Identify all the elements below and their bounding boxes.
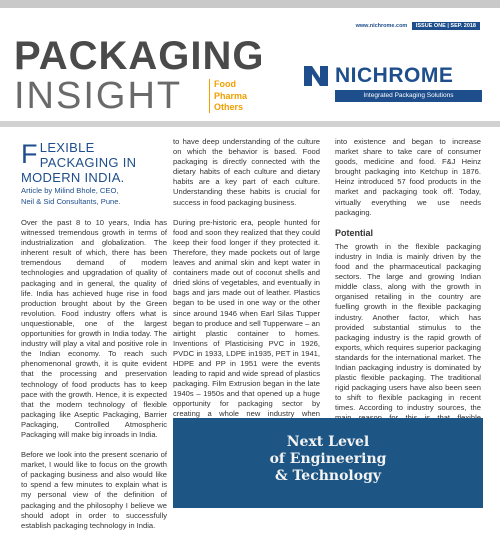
sector-others: Others bbox=[214, 102, 244, 112]
nichrome-logo-mark-icon bbox=[302, 62, 330, 88]
title-line3: MODERN INDIA. bbox=[21, 170, 125, 185]
article-byline bbox=[21, 186, 171, 207]
logo-wordmark: NICHROME bbox=[335, 64, 454, 87]
article-column-1 bbox=[21, 218, 167, 541]
title-drop-cap: F bbox=[21, 139, 38, 169]
col3-paragraph: into existence and began to increase market share to take care of consumer goods, medicine and food. F&J Heinz brought packaging into Ketchup in 1876. Heinz introduced 57 food products in the market and packaging took off. Today, virtually everything we use needs packaging. bbox=[335, 137, 481, 217]
promo-line1: Next Level bbox=[286, 434, 370, 450]
promo-line3: & Technology bbox=[274, 468, 382, 484]
promo-line2: of Engineering bbox=[269, 451, 387, 467]
col3-paragraph: The growth in the flexible packaging industry in India is mainly driven by the food and the pharmaceutical packaging sectors. The large and growing Indian middle class, along with the growth in organised retailing in the country are fuelling growth in the flexible packaging industry. Another factor, which has provided substantial stimulus to the packaging industry is the rapid growth of exports, which requires superior packaging standards for the international market. The Indian packaging industry is dominated by plastic flexible packaging. The traditional rigid packaging users have also been seen to shift to flexible packaging in recent times. According to industry sources, the bbox=[335, 241, 481, 413]
article-column-3 bbox=[335, 137, 481, 464]
title-line2: PACKAGING IN bbox=[39, 155, 137, 170]
promo-banner bbox=[173, 418, 483, 508]
author-line2: Neil & Sid Consultants, Pune. bbox=[21, 196, 121, 206]
col1-paragraph: Before we look into the present scenario of market, I would like to focus on the growth of packaging business and also would like to spend a few minutes to explain what is my personal view of the definition of packaging and the philosophy I believe we should adopt in order to successfully establish packaging technology in India. bbox=[21, 450, 167, 530]
col1-paragraph: Over the past 8 to 10 years, India has witnessed tremendous growth in terms of industrialization and globalization. The inherent result of which, there has been tremendous demand of modern technologies and upgradation of quality of packaging and in general, the quality of life. India has achieved huge rise in food production brought about by the Green revolution. Food industry offers what is unquestionable, one of the largest opportunities for growth in India today. The industry will play a vital and positive role in the Indian economy. To reach such phenomenonal growth, it is quite evident that the processing and preservation technology of food products has to keep pace with the growth. Hence, it is expected that the modern technology of flexible packaging like Aseptic Packaging, Barrier Packaging, Controlled Atmospheric Packaging will make big inroads in India. bbox=[21, 218, 167, 439]
article-column-2 bbox=[173, 137, 320, 460]
top-bar bbox=[0, 0, 500, 8]
website-link[interactable]: www.nichrome.com bbox=[355, 23, 408, 29]
nichrome-logo bbox=[302, 60, 482, 102]
issue-badge: ISSUE ONE | SEP. 2018 bbox=[412, 22, 480, 30]
article-title bbox=[21, 140, 171, 185]
masthead-title-line1: PACKAGING bbox=[14, 34, 265, 78]
sector-food: Food bbox=[214, 79, 236, 89]
masthead-title-line2: INSIGHT bbox=[14, 75, 183, 117]
col2-paragraph: to have deep understanding of the culture on which the behavior is based. Food packaging is directly connected with the dietary habits of each culture and dietary habits are a key part of each culture. Understanding these habits is crucial for success in food packaging business. bbox=[173, 137, 320, 207]
logo-tagline: Integrated Packaging Solutions bbox=[335, 90, 482, 102]
sector-pharma: Pharma bbox=[214, 90, 248, 101]
sector-list bbox=[209, 79, 274, 113]
section-heading-potential: Potential bbox=[335, 227, 374, 238]
issue-line bbox=[280, 23, 480, 29]
col2-paragraph: During pre-historic era, people hunted for food and soon they realized that they could keep their food longer if they protected it. Therefore, they made pockets out of large leaves and animal skin and kept water in containers made out of coconut shells and dried skins of vegetables, and eventually in bags and jars made out of leather. Plastics began to be used in one way or the other since around 1946 when Earl Silas Tupper began to produce and sell Tupperware – an airtight plastic container to homes. Inventions of Plasticising PVC in 1926, PVDC in 1933, LDPE in1935, PET in 1941, HDPE and PP in 1951 were the events leading to rapid and wide spread of plastics packaging. Film Extrusion began in the late 1940s – 1950s and that opened up a huge opportunity for packaging sector by creating a whole new industry when bbox=[173, 217, 320, 419]
author-line1: Article by Milind Bhole, CEO, bbox=[21, 186, 119, 195]
title-line1: LEXIBLE bbox=[39, 140, 95, 155]
header-divider bbox=[0, 121, 500, 127]
